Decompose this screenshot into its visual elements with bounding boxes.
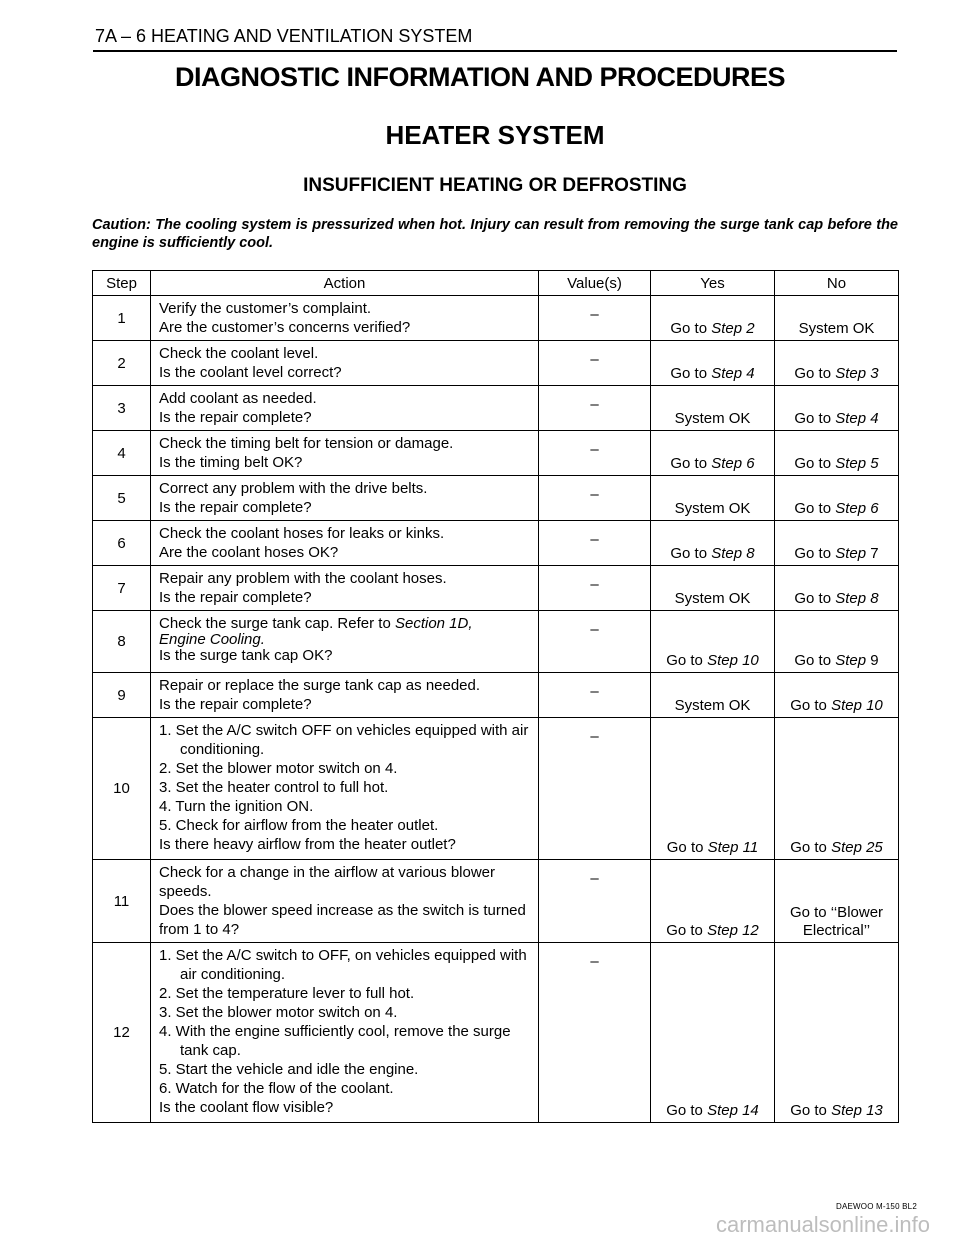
action-line: Verify the customer’s complaint. (159, 300, 372, 317)
result-no (775, 860, 899, 943)
result-no (775, 296, 899, 341)
document-code: DAEWOO M-150 BL2 (835, 1202, 917, 1211)
header-step: Step (93, 271, 151, 296)
table-row (93, 476, 899, 521)
step-reference: Step 4 (835, 410, 879, 427)
result-text: Go to (666, 652, 708, 669)
table-row (93, 673, 899, 718)
step-reference: Step 13 (831, 1102, 883, 1119)
result-text: System OK (798, 320, 875, 337)
action-line: Repair any problem with the coolant hoses. (159, 570, 447, 587)
result-text: Go to (794, 410, 836, 427)
action-line: Check the timing belt for tension or damage. (159, 435, 454, 452)
result-tail: 7 (866, 545, 879, 562)
action-line: Are the coolant hoses OK? (159, 544, 339, 561)
step-number: 4 (93, 431, 151, 476)
procedure-step: 3. Set the blower motor switch on 4. (159, 1004, 398, 1021)
step-value: – (539, 341, 651, 386)
step-reference: Step 14 (707, 1102, 759, 1119)
action-line: Is the repair complete? (159, 589, 312, 606)
step-reference: Step 2 (711, 320, 755, 337)
step-number: 12 (93, 943, 151, 1123)
action-line: Correct any problem with the drive belts. (159, 480, 428, 497)
table-row (93, 566, 899, 611)
step-reference: Step 6 (711, 455, 755, 472)
action-line: Is the timing belt OK? (159, 454, 303, 471)
diagnostic-table (92, 270, 899, 1123)
procedure-step: 2. Set the blower motor switch on 4. (159, 760, 398, 777)
step-value: – (539, 611, 651, 673)
table-row (93, 521, 899, 566)
result-text: Go to (794, 545, 836, 562)
header-yes: Yes (651, 271, 775, 296)
table-header-row (93, 271, 899, 296)
caution-note: Caution: The cooling system is pressurized when hot. Injury can result from removing the surge tank cap before the engine is sufficiently cool. (92, 217, 898, 251)
step-number: 10 (93, 718, 151, 860)
table-row (93, 943, 899, 1123)
result-text: System OK (674, 500, 751, 517)
table-row (93, 611, 899, 673)
step-reference: Step 10 (707, 652, 759, 669)
result-yes (651, 860, 775, 943)
procedure-step: 4. Turn the ignition ON. (159, 798, 314, 815)
step-value: – (539, 386, 651, 431)
action-line: Is the surge tank cap OK? (159, 647, 333, 664)
step-action (151, 860, 539, 943)
result-yes (651, 943, 775, 1123)
result-text: Go to (794, 590, 836, 607)
header-no: No (775, 271, 899, 296)
result-yes (651, 386, 775, 431)
result-no (775, 521, 899, 566)
action-line: Does the blower speed increase as the switch is turned from 1 to 4? (159, 902, 526, 938)
procedure-step: 6. Watch for the flow of the coolant. (159, 1080, 394, 1097)
result-text: Go to (666, 839, 708, 856)
step-value: – (539, 673, 651, 718)
result-text: System OK (674, 410, 751, 427)
step-value: – (539, 521, 651, 566)
step-reference: Step 10 (831, 697, 883, 714)
step-number: 3 (93, 386, 151, 431)
step-reference: Step 11 (707, 839, 759, 856)
result-text: Go to (670, 365, 712, 382)
procedure-step: 3. Set the heater control to full hot. (159, 779, 389, 796)
step-reference: Step 12 (707, 922, 759, 939)
result-text: Go to (790, 697, 832, 714)
result-no (775, 476, 899, 521)
result-text: Go to (790, 1102, 832, 1119)
procedure-step: 1. Set the A/C switch OFF on vehicles equipped with air conditioning. (159, 722, 529, 758)
action-line: Check for a change in the airflow at various blower speeds. (159, 864, 496, 900)
action-line: Is the repair complete? (159, 696, 312, 713)
procedure-step: 5. Start the vehicle and idle the engine. (159, 1061, 419, 1078)
step-number: 2 (93, 341, 151, 386)
step-reference: Step 5 (835, 455, 879, 472)
result-yes (651, 341, 775, 386)
result-yes (651, 718, 775, 860)
step-number: 8 (93, 611, 151, 673)
step-number: 9 (93, 673, 151, 718)
step-action (151, 476, 539, 521)
action-line: Is the repair complete? (159, 499, 312, 516)
result-text: Go to (794, 652, 836, 669)
result-yes (651, 296, 775, 341)
action-question: Is the coolant flow visible? (159, 1099, 334, 1116)
procedure-step: 5. Check for airflow from the heater outlet. (159, 817, 439, 834)
page-header: 7A – 6 HEATING AND VENTILATION SYSTEM (95, 26, 473, 46)
result-text: System OK (674, 590, 751, 607)
step-reference: Step 8 (835, 590, 879, 607)
page-title: DIAGNOSTIC INFORMATION AND PROCEDURES (174, 62, 785, 92)
result-no (775, 673, 899, 718)
result-no (775, 566, 899, 611)
result-text: Go to (670, 320, 712, 337)
result-no (775, 611, 899, 673)
procedure-step: 4. With the engine sufficiently cool, remove the surge tank cap. (159, 1023, 511, 1059)
result-text: Go to (666, 1102, 708, 1119)
action-line: Are the customer’s concerns verified? (159, 319, 411, 336)
step-value: – (539, 296, 651, 341)
result-yes (651, 476, 775, 521)
step-number: 6 (93, 521, 151, 566)
step-number: 7 (93, 566, 151, 611)
step-number: 11 (93, 860, 151, 943)
result-text: Go to (790, 839, 832, 856)
watermark-logo: carmanualsonline.info (715, 1212, 930, 1237)
step-reference: Step 3 (835, 365, 879, 382)
step-action (151, 718, 539, 860)
subsection-title: INSUFFICIENT HEATING OR DEFROSTING (303, 175, 687, 196)
table-row (93, 296, 899, 341)
result-text: Go to (794, 500, 836, 517)
step-action (151, 341, 539, 386)
result-yes (651, 673, 775, 718)
step-value: – (539, 943, 651, 1123)
step-action (151, 386, 539, 431)
result-no (775, 431, 899, 476)
result-yes (651, 611, 775, 673)
step-number: 1 (93, 296, 151, 341)
action-line: Check the coolant hoses for leaks or kinks. (159, 525, 445, 542)
result-text: Go to (666, 922, 708, 939)
step-number: 5 (93, 476, 151, 521)
step-value: – (539, 476, 651, 521)
action-line: Repair or replace the surge tank cap as needed. (159, 677, 481, 694)
step-reference: Step 25 (831, 839, 883, 856)
table-row (93, 341, 899, 386)
result-yes (651, 431, 775, 476)
result-no (775, 386, 899, 431)
result-no (775, 718, 899, 860)
action-line: Check the coolant level. (159, 345, 319, 362)
step-action (151, 431, 539, 476)
table-row (93, 386, 899, 431)
result-text: System OK (674, 697, 751, 714)
result-yes (651, 566, 775, 611)
action-line: Is the coolant level correct? (159, 364, 342, 381)
result-text: Go to (670, 545, 712, 562)
step-action (151, 296, 539, 341)
table-row (93, 860, 899, 943)
procedure-step: 1. Set the A/C switch to OFF, on vehicles equipped with air conditioning. (159, 947, 527, 983)
procedure-step: 2. Set the temperature lever to full hot. (159, 985, 415, 1002)
result-text: Go to (794, 455, 836, 472)
step-reference: Step (835, 545, 867, 562)
action-line (159, 633, 532, 646)
table-row (93, 718, 899, 860)
step-action (151, 611, 539, 673)
step-reference: Step 6 (835, 500, 879, 517)
step-reference: Step (835, 652, 867, 669)
step-value: – (539, 718, 651, 860)
step-value: – (539, 431, 651, 476)
step-action (151, 521, 539, 566)
action-question: Is there heavy airflow from the heater outlet? (159, 836, 456, 853)
action-line: Add coolant as needed. (159, 390, 317, 407)
header-value: Value(s) (539, 271, 651, 296)
result-text: Go to (794, 365, 836, 382)
section-title: HEATER SYSTEM (385, 120, 605, 150)
result-text: Go to ‘‘Blower Electrical’’ (789, 904, 884, 939)
action-text: Check the surge tank cap. Refer to (159, 615, 395, 632)
result-no (775, 341, 899, 386)
action-line: Is the repair complete? (159, 409, 312, 426)
result-yes (651, 521, 775, 566)
step-action (151, 566, 539, 611)
step-reference: Step 4 (711, 365, 755, 382)
table-row (93, 431, 899, 476)
result-text: Go to (670, 455, 712, 472)
step-reference: Step 8 (711, 545, 755, 562)
section-reference: Engine Cooling. (159, 631, 265, 648)
step-action (151, 673, 539, 718)
header-rule (93, 50, 897, 52)
step-value: – (539, 860, 651, 943)
section-reference: Section 1D, (394, 615, 473, 632)
step-action (151, 943, 539, 1123)
header-action: Action (151, 271, 539, 296)
result-tail: 9 (866, 652, 879, 669)
result-no (775, 943, 899, 1123)
step-value: – (539, 566, 651, 611)
